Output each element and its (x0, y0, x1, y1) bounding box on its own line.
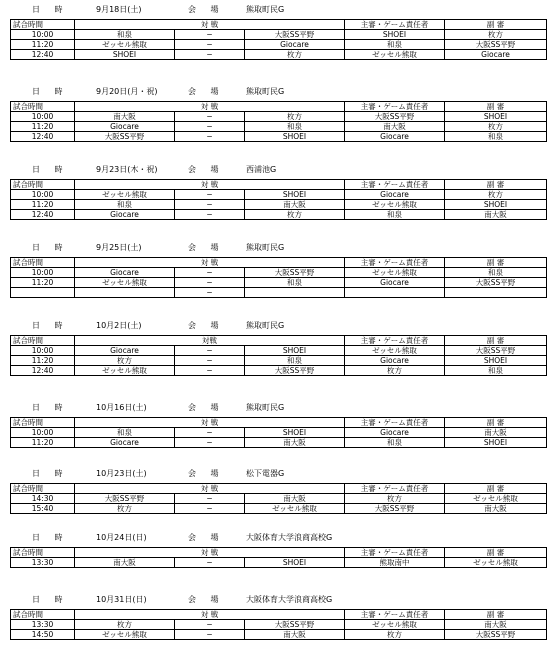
col-sub-header: 副 審 (445, 258, 547, 268)
section-header (10, 530, 546, 545)
col-time-header: 試合時間 (11, 610, 75, 620)
col-chief-header: 主審・ゲーム責任者 (345, 336, 445, 346)
away-team (245, 288, 345, 298)
venue-label: 会 場 (188, 469, 225, 478)
venue-label: 会 場 (188, 87, 225, 96)
table-row (11, 200, 547, 210)
versus-dash: − (175, 30, 245, 40)
chief-referee: 枚方 (345, 494, 445, 504)
table-row (11, 356, 547, 366)
col-chief-header: 主審・ゲーム責任者 (345, 180, 445, 190)
col-chief-header: 主審・ゲーム責任者 (345, 20, 445, 30)
col-chief-header: 主審・ゲーム責任者 (345, 102, 445, 112)
table-header-row (11, 258, 547, 268)
versus-dash: − (175, 366, 245, 376)
home-team: 和泉 (75, 30, 175, 40)
assistant-referee: 南大阪 (445, 210, 547, 220)
assistant-referee: 南大阪 (445, 428, 547, 438)
schedule-section (10, 592, 546, 640)
match-table (10, 257, 547, 298)
match-time: 11:20 (11, 278, 75, 288)
col-time-header: 試合時間 (11, 20, 75, 30)
match-date: 10月24日(日) (96, 533, 147, 542)
home-team: ゼッセル熊取 (75, 190, 175, 200)
venue-label: 会 場 (188, 403, 225, 412)
away-team: 大阪SS平野 (245, 268, 345, 278)
table-header-row (11, 102, 547, 112)
table-header-row (11, 20, 547, 30)
versus-dash: − (175, 346, 245, 356)
versus-dash: − (175, 288, 245, 298)
table-row (11, 504, 547, 514)
match-time: 11:20 (11, 40, 75, 50)
match-time: 13:30 (11, 620, 75, 630)
match-date: 10月16日(土) (96, 403, 147, 412)
table-row (11, 30, 547, 40)
table-row (11, 494, 547, 504)
venue-name: 松下電器G (246, 469, 285, 478)
table-header-row (11, 484, 547, 494)
away-team: SHOEI (245, 346, 345, 356)
away-team: 南大阪 (245, 200, 345, 210)
assistant-referee: 枚方 (445, 122, 547, 132)
versus-dash: − (175, 210, 245, 220)
assistant-referee: ゼッセル熊取 (445, 494, 547, 504)
home-team: 大阪SS平野 (75, 494, 175, 504)
home-team: 枚方 (75, 504, 175, 514)
match-time: 10:00 (11, 190, 75, 200)
home-team: ゼッセル熊取 (75, 278, 175, 288)
away-team: Giocare (245, 40, 345, 50)
versus-dash: − (175, 428, 245, 438)
venue-name: 大阪体育大学浪商高校G (246, 533, 333, 542)
match-date: 9月23日(木・祝) (96, 165, 158, 174)
assistant-referee: 和泉 (445, 366, 547, 376)
venue-name: 西浦池G (246, 165, 277, 174)
assistant-referee: 大阪SS平野 (445, 630, 547, 640)
assistant-referee: 大阪SS平野 (445, 40, 547, 50)
assistant-referee: Giocare (445, 50, 547, 60)
versus-dash: − (175, 356, 245, 366)
assistant-referee: ゼッセル熊取 (445, 558, 547, 568)
match-time: 10:00 (11, 112, 75, 122)
schedule-section (10, 400, 546, 448)
section-header (10, 466, 546, 481)
versus-dash: − (175, 190, 245, 200)
date-label: 日 時 (32, 321, 69, 330)
home-team: Giocare (75, 210, 175, 220)
col-chief-header: 主審・ゲーム責任者 (345, 418, 445, 428)
assistant-referee: SHOEI (445, 200, 547, 210)
away-team: 和泉 (245, 278, 345, 288)
venue-name: 熊取町民G (246, 243, 285, 252)
match-time: 11:20 (11, 438, 75, 448)
away-team: SHOEI (245, 558, 345, 568)
col-time-header: 試合時間 (11, 418, 75, 428)
assistant-referee: 枚方 (445, 30, 547, 40)
chief-referee: 南大阪 (345, 122, 445, 132)
col-match-header: 対 戦 (75, 610, 345, 620)
match-table (10, 547, 547, 568)
col-time-header: 試合時間 (11, 102, 75, 112)
venue-name: 熊取町民G (246, 5, 285, 14)
venue-label: 会 場 (188, 165, 225, 174)
col-match-header: 対 戦 (75, 180, 345, 190)
match-table (10, 335, 547, 376)
home-team: 和泉 (75, 200, 175, 210)
col-match-header: 対 戦 (75, 20, 345, 30)
home-team (75, 288, 175, 298)
table-row (11, 428, 547, 438)
home-team: ゼッセル熊取 (75, 366, 175, 376)
chief-referee: ゼッセル熊取 (345, 268, 445, 278)
assistant-referee: 大阪SS平野 (445, 278, 547, 288)
assistant-referee: 南大阪 (445, 620, 547, 630)
table-row (11, 50, 547, 60)
match-date: 10月23日(土) (96, 469, 147, 478)
table-row (11, 288, 547, 298)
match-date: 9月20日(月・祝) (96, 87, 158, 96)
match-table (10, 101, 547, 142)
match-date: 9月25日(土) (96, 243, 142, 252)
match-time: 11:20 (11, 122, 75, 132)
venue-label: 会 場 (188, 321, 225, 330)
venue-label: 会 場 (188, 243, 225, 252)
table-row (11, 268, 547, 278)
chief-referee: 枚方 (345, 630, 445, 640)
section-header (10, 84, 546, 99)
col-match-header: 対 戦 (75, 484, 345, 494)
table-row (11, 366, 547, 376)
away-team: 和泉 (245, 122, 345, 132)
assistant-referee: SHOEI (445, 438, 547, 448)
assistant-referee: 和泉 (445, 132, 547, 142)
away-team: 和泉 (245, 356, 345, 366)
date-label: 日 時 (32, 5, 69, 14)
match-date: 9月18日(土) (96, 5, 142, 14)
col-sub-header: 副 審 (445, 20, 547, 30)
col-sub-header: 副 審 (445, 102, 547, 112)
versus-dash: − (175, 278, 245, 288)
col-chief-header: 主審・ゲーム責任者 (345, 610, 445, 620)
col-time-header: 試合時間 (11, 548, 75, 558)
match-table (10, 609, 547, 640)
col-chief-header: 主審・ゲーム責任者 (345, 258, 445, 268)
schedule-section (10, 240, 546, 298)
date-label: 日 時 (32, 403, 69, 412)
col-sub-header: 副 審 (445, 610, 547, 620)
chief-referee: SHOEI (345, 30, 445, 40)
schedule-section (10, 84, 546, 142)
match-time: 10:00 (11, 428, 75, 438)
match-time: 11:20 (11, 200, 75, 210)
versus-dash: − (175, 112, 245, 122)
home-team: Giocare (75, 122, 175, 132)
section-header (10, 162, 546, 177)
col-match-header: 対 戦 (75, 548, 345, 558)
table-row (11, 112, 547, 122)
table-row (11, 278, 547, 288)
col-sub-header: 副 審 (445, 336, 547, 346)
table-header-row (11, 336, 547, 346)
away-team: SHOEI (245, 190, 345, 200)
date-label: 日 時 (32, 87, 69, 96)
venue-label: 会 場 (188, 533, 225, 542)
table-row (11, 346, 547, 356)
col-match-header: 対 戦 (75, 418, 345, 428)
assistant-referee: 南大阪 (445, 504, 547, 514)
venue-name: 熊取町民G (246, 403, 285, 412)
schedule-section (10, 162, 546, 220)
date-label: 日 時 (32, 469, 69, 478)
away-team: SHOEI (245, 428, 345, 438)
versus-dash: − (175, 438, 245, 448)
schedule-section (10, 530, 546, 568)
versus-dash: − (175, 504, 245, 514)
versus-dash: − (175, 132, 245, 142)
col-match-header: 対戦 (75, 336, 345, 346)
table-header-row (11, 180, 547, 190)
table-row (11, 132, 547, 142)
schedule-section (10, 2, 546, 60)
match-date: 10月2日(土) (96, 321, 142, 330)
section-header (10, 2, 546, 17)
match-date: 10月31日(日) (96, 595, 147, 604)
venue-name: 大阪体育大学浪商高校G (246, 595, 333, 604)
match-time: 13:30 (11, 558, 75, 568)
match-table (10, 179, 547, 220)
home-team: 大阪SS平野 (75, 132, 175, 142)
match-time: 10:00 (11, 30, 75, 40)
section-header (10, 592, 546, 607)
away-team: 枚方 (245, 112, 345, 122)
table-row (11, 558, 547, 568)
table-header-row (11, 418, 547, 428)
chief-referee: 大阪SS平野 (345, 504, 445, 514)
home-team: Giocare (75, 346, 175, 356)
chief-referee: 和泉 (345, 438, 445, 448)
versus-dash: − (175, 620, 245, 630)
chief-referee: 熊取南中 (345, 558, 445, 568)
col-match-header: 対 戦 (75, 258, 345, 268)
home-team: ゼッセル熊取 (75, 630, 175, 640)
chief-referee: Giocare (345, 428, 445, 438)
table-row (11, 190, 547, 200)
chief-referee: ゼッセル熊取 (345, 200, 445, 210)
chief-referee: Giocare (345, 356, 445, 366)
chief-referee: 和泉 (345, 210, 445, 220)
home-team: 枚方 (75, 356, 175, 366)
venue-label: 会 場 (188, 5, 225, 14)
col-sub-header: 副 審 (445, 180, 547, 190)
chief-referee: Giocare (345, 132, 445, 142)
schedule-section (10, 318, 546, 376)
table-row (11, 620, 547, 630)
assistant-referee: SHOEI (445, 356, 547, 366)
match-table (10, 19, 547, 60)
col-chief-header: 主審・ゲーム責任者 (345, 548, 445, 558)
versus-dash: − (175, 268, 245, 278)
table-row (11, 122, 547, 132)
away-team: 南大阪 (245, 630, 345, 640)
col-time-header: 試合時間 (11, 484, 75, 494)
match-time: 12:40 (11, 132, 75, 142)
home-team: SHOEI (75, 50, 175, 60)
table-row (11, 210, 547, 220)
home-team: 和泉 (75, 428, 175, 438)
chief-referee: ゼッセル熊取 (345, 50, 445, 60)
date-label: 日 時 (32, 243, 69, 252)
chief-referee: 和泉 (345, 40, 445, 50)
col-sub-header: 副 審 (445, 484, 547, 494)
chief-referee: ゼッセル熊取 (345, 346, 445, 356)
col-time-header: 試合時間 (11, 258, 75, 268)
chief-referee: Giocare (345, 278, 445, 288)
match-table (10, 483, 547, 514)
match-time: 10:00 (11, 268, 75, 278)
section-header (10, 400, 546, 415)
home-team: Giocare (75, 438, 175, 448)
venue-name: 熊取町民G (246, 87, 285, 96)
home-team: 南大阪 (75, 112, 175, 122)
table-header-row (11, 610, 547, 620)
table-row (11, 40, 547, 50)
away-team: 枚方 (245, 210, 345, 220)
assistant-referee (445, 288, 547, 298)
away-team: 南大阪 (245, 438, 345, 448)
match-time: 12:40 (11, 366, 75, 376)
match-time: 12:40 (11, 210, 75, 220)
match-time: 11:20 (11, 356, 75, 366)
chief-referee: Giocare (345, 190, 445, 200)
assistant-referee: SHOEI (445, 112, 547, 122)
home-team: ゼッセル熊取 (75, 40, 175, 50)
chief-referee (345, 288, 445, 298)
away-team: 枚方 (245, 50, 345, 60)
match-time: 14:30 (11, 494, 75, 504)
away-team: ゼッセル熊取 (245, 504, 345, 514)
date-label: 日 時 (32, 533, 69, 542)
versus-dash: − (175, 122, 245, 132)
match-time: 10:00 (11, 346, 75, 356)
match-time: 15:40 (11, 504, 75, 514)
col-time-header: 試合時間 (11, 336, 75, 346)
away-team: 南大阪 (245, 494, 345, 504)
versus-dash: − (175, 494, 245, 504)
col-sub-header: 副 審 (445, 418, 547, 428)
schedule-section (10, 466, 546, 514)
venue-name: 熊取町民G (246, 321, 285, 330)
away-team: 大阪SS平野 (245, 366, 345, 376)
match-table (10, 417, 547, 448)
col-chief-header: 主審・ゲーム責任者 (345, 484, 445, 494)
section-header (10, 318, 546, 333)
versus-dash: − (175, 50, 245, 60)
section-header (10, 240, 546, 255)
col-match-header: 対 戦 (75, 102, 345, 112)
chief-referee: ゼッセル熊取 (345, 620, 445, 630)
date-label: 日 時 (32, 595, 69, 604)
home-team: 枚方 (75, 620, 175, 630)
venue-label: 会 場 (188, 595, 225, 604)
versus-dash: − (175, 558, 245, 568)
away-team: SHOEI (245, 132, 345, 142)
date-label: 日 時 (32, 165, 69, 174)
col-sub-header: 副 審 (445, 548, 547, 558)
away-team: 大阪SS平野 (245, 620, 345, 630)
home-team: 南大阪 (75, 558, 175, 568)
away-team: 大阪SS平野 (245, 30, 345, 40)
col-time-header: 試合時間 (11, 180, 75, 190)
chief-referee: 大阪SS平野 (345, 112, 445, 122)
assistant-referee: 枚方 (445, 190, 547, 200)
table-header-row (11, 548, 547, 558)
match-time: 14:50 (11, 630, 75, 640)
match-time: 12:40 (11, 50, 75, 60)
versus-dash: − (175, 200, 245, 210)
assistant-referee: 大阪SS平野 (445, 346, 547, 356)
match-time (11, 288, 75, 298)
table-row (11, 630, 547, 640)
home-team: Giocare (75, 268, 175, 278)
table-row (11, 438, 547, 448)
chief-referee: 枚方 (345, 366, 445, 376)
versus-dash: − (175, 630, 245, 640)
versus-dash: − (175, 40, 245, 50)
assistant-referee: 和泉 (445, 268, 547, 278)
